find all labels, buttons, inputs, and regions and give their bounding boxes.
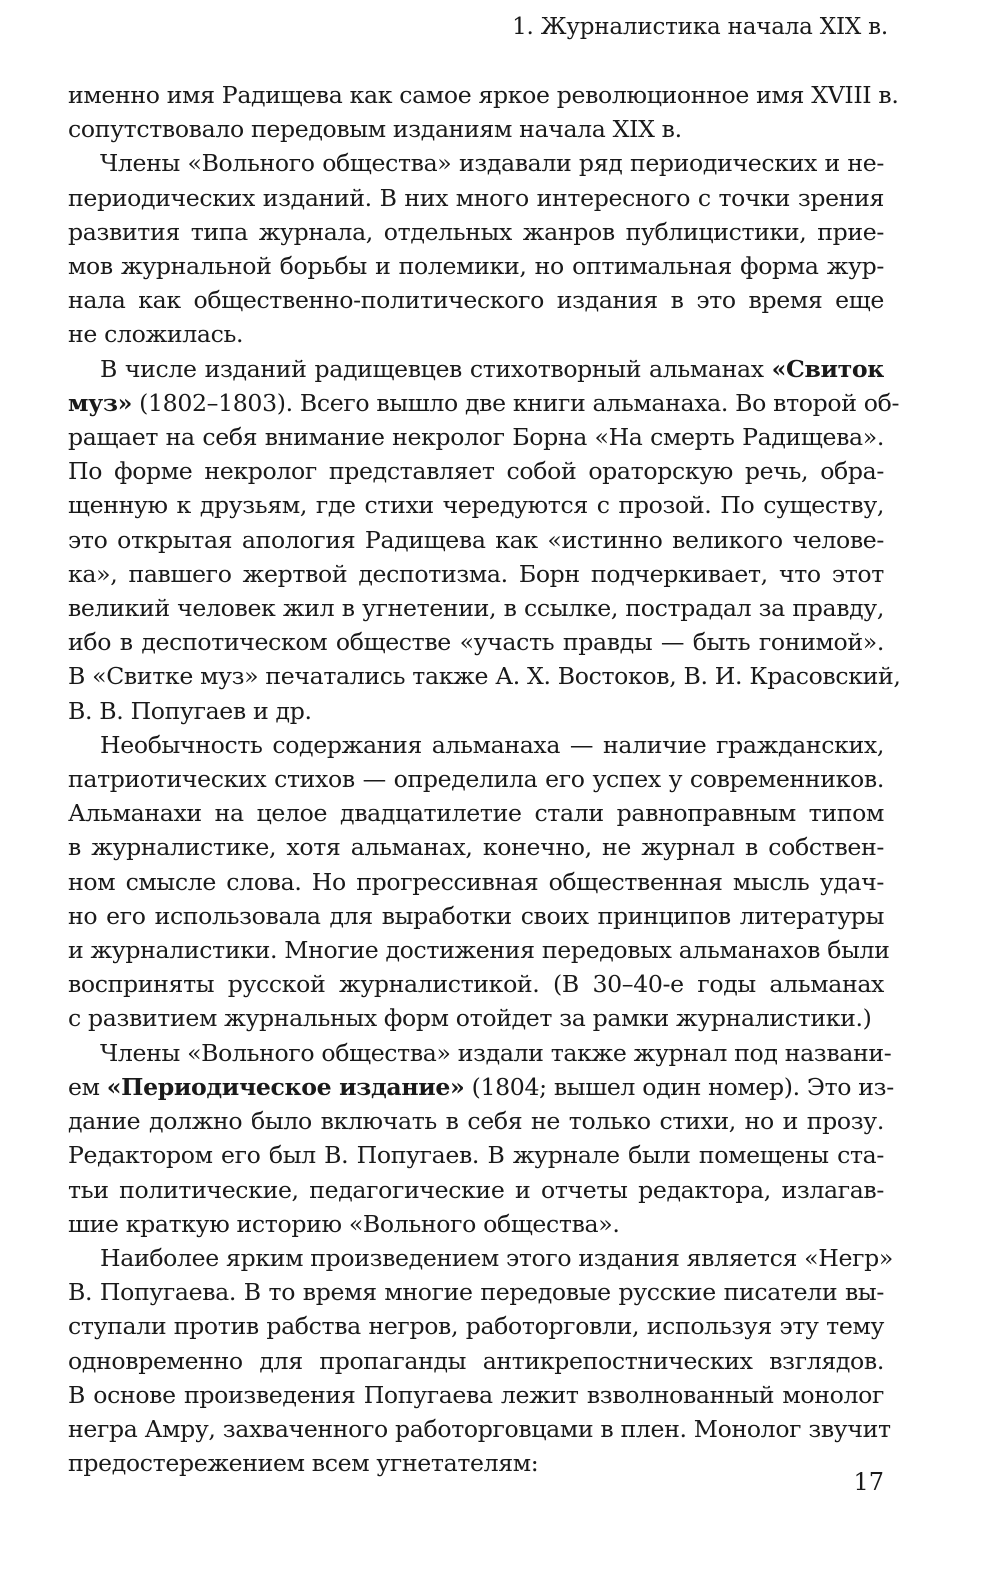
text-line: но его использовала для выработки своих принципов литературы <box>68 901 884 930</box>
text-line: это открытая апология Радищева как «истинно великого челове- <box>68 525 884 554</box>
text-line: ращает на себя внимание некролог Борна «На смерть Радищева». <box>68 423 884 452</box>
text-line: негра Амру, захваченного работорговцами в плен. Монолог звучит <box>68 1414 891 1443</box>
paragraph <box>68 1241 893 1480</box>
text-line: в журналистике, хотя альманах, конечно, не журнал в собствен- <box>68 833 884 862</box>
text-line <box>68 386 900 420</box>
text-line: дание должно было включать в себя не только стихи, но и прозу. <box>68 1107 884 1136</box>
paragraph <box>68 78 899 146</box>
text-line: восприняты русской журналистикой. (В 30–40-е годы альманах <box>68 970 884 999</box>
text-line: сопутствовало передовым изданиям начала XIX в. <box>68 115 682 144</box>
text-line: именно имя Радищева как самое яркое революционное имя XVIII в. <box>68 81 899 109</box>
text-line: и журналистики. Многие достижения передовых альманахов были <box>68 936 890 965</box>
text-line: с развитием журнальных форм отойдет за рамки журналистики.) <box>68 1004 872 1033</box>
bold-title: «Свиток <box>771 354 884 383</box>
text-line: патриотических стихов — определила его успех у современников. <box>68 765 884 794</box>
text-line: ступали против рабства негров, работорговли, используя эту тему <box>68 1312 884 1341</box>
text-line: великий человек жил в угнетении, в ссылке, пострадал за правду, <box>68 594 884 623</box>
text-run: ем <box>68 1072 107 1101</box>
text-line: В основе произведения Попугаева лежит взволнованный монолог <box>68 1380 884 1409</box>
running-head: 1. Журналистика начала XIX в. <box>512 14 888 40</box>
text-line: предостережением всем угнетателям: <box>68 1449 539 1478</box>
body-text <box>68 78 901 1480</box>
text-line: Члены «Вольного общества» издали также журнал под названи- <box>100 1038 892 1067</box>
paragraph <box>68 146 884 351</box>
paragraph <box>68 728 890 1036</box>
text-line: Необычность содержания альманаха — наличие гражданских, <box>100 730 884 759</box>
text-line <box>68 1070 894 1104</box>
text-run: В числе изданий радищевцев стихотворный альманах <box>100 354 772 383</box>
text-line: периодических изданий. В них много интересного с точки зрения <box>68 183 884 212</box>
text-line: В «Свитке муз» печатались также А. Х. Востоков, В. И. Красовский, <box>68 662 901 691</box>
text-line: шие краткую историю «Вольного общества». <box>68 1209 620 1238</box>
text-line: В. Попугаева. В то время многие передовые русские писатели вы- <box>68 1278 884 1307</box>
paragraph <box>68 1036 894 1241</box>
text-line: ибо в деспотическом обществе «участь правды — быть гонимой». <box>68 628 884 657</box>
text-line: Члены «Вольного общества» издавали ряд периодических и не- <box>100 149 884 178</box>
text-line: В. В. Попугаев и др. <box>68 696 312 725</box>
text-line: щенную к друзьям, где стихи чередуются с прозой. По существу, <box>68 491 884 520</box>
text-line <box>68 352 884 386</box>
bold-title: муз» <box>68 388 133 417</box>
paragraph <box>68 352 901 728</box>
text-run: (1802–1803). Всего вышло две книги альманаха. Во второй об- <box>132 388 900 417</box>
bold-title: «Периодическое издание» <box>106 1072 465 1101</box>
text-line: ном смысле слова. Но прогрессивная общественная мысль удач- <box>68 867 884 896</box>
text-line: мов журнальной борьбы и полемики, но оптимальная форма жур- <box>68 252 884 281</box>
text-line: одновременно для пропаганды антикрепостнических взглядов. <box>68 1346 884 1375</box>
text-line: не сложилась. <box>68 320 244 349</box>
text-line: По форме некролог представляет собой ораторскую речь, обра- <box>68 457 884 486</box>
text-line: тьи политические, педагогические и отчеты редактора, излагав- <box>68 1175 884 1204</box>
text-line: Редактором его был В. Попугаев. В журнале были помещены ста- <box>68 1141 884 1170</box>
text-line: развития типа журнала, отдельных жанров публицистики, прие- <box>68 217 884 246</box>
text-line: нала как общественно-политического издания в это время еще <box>68 286 884 315</box>
text-run: (1804; вышел один номер). Это из- <box>464 1072 894 1101</box>
text-line: Наиболее ярким произведением этого издания является «Негр» <box>100 1243 893 1272</box>
page-number: 17 <box>853 1468 884 1496</box>
text-line: Альманахи на целое двадцатилетие стали равноправным типом <box>68 799 884 828</box>
text-line: ка», павшего жертвой деспотизма. Борн подчеркивает, что этот <box>68 559 884 588</box>
